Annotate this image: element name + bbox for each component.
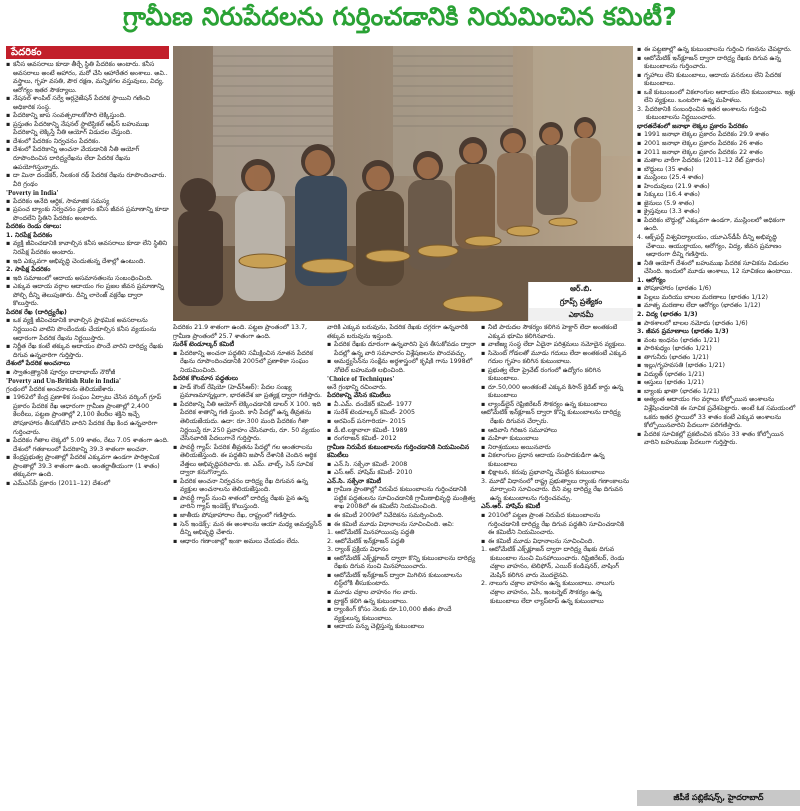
- poverty-line-heading: పేదరిక రేఖ (దారిద్ర్యరేఖ): [6, 308, 67, 316]
- list-item: ▪ రంగరాజన్ కమిటీ- 2012: [327, 435, 477, 444]
- list-item: ▪ వికలాంగుల ప్రధాన ఆదాయ సంపాదకుడిగా ఉన్న కుటుంబాలు: [481, 452, 631, 469]
- hashim-heading: ఎస్.ఆర్. హాషిమ్ కమిటీ: [481, 503, 541, 511]
- list-item: ▪ నీటి పారుదల సౌకర్యం కలిగిన హెక్టార్ లేదా అంతకంటే ఎక్కువ భూమి కలిగినవారు.: [481, 324, 631, 341]
- people-eating-photo-icon: [173, 46, 633, 321]
- text-line: అనే గ్రంథాన్ని రచించారు.: [327, 383, 387, 391]
- living-standards-heading: 3. జీవన ప్రమాణాలు (భారతం 1/3): [637, 328, 729, 336]
- intro-text: పేదరికం 21.9 శాతంగా ఉంది. పట్టణ ప్రాంతంలో 13.7, గ్రామీణ ప్రాంతంలో 25.7 శాతంగా ఉంది.: [173, 324, 308, 340]
- list-item: ▪ ఆటోమేటిక్ ఇన్‌క్లూజన్ ద్వారా దారిద్ర్య రేఖకు దిగువ ఉన్న కుటుంబాలను గుర్తించారు.: [637, 55, 797, 72]
- list-item: ▪ ఎన్.సి. సక్సేనా కమిటీ- 2008: [327, 461, 477, 470]
- book-title: 'Poverty in India': [6, 189, 59, 198]
- list-item: ▪ పాఠశాలలో బాలల నమోదు (భారతం 1/6): [637, 320, 797, 329]
- list-item: ▪ కనీస అవసరాలు కూడా తీర్చే స్థితి పేదరికం అంటారు. కనీస అవసరాలు అంటే ఆహారం, మరో చేసి ఆహారేతర అంశాలు. అవి.. వస్త్రాలు, గృహ వసతి, పౌర రక్షణ, మన్నికగల వస్తువులు, విద్య, ఆరోగ్యం ఇతర సౌకర్యాలు.: [6, 61, 169, 95]
- census-estimates-heading: భారతదేశంలో జనాభా లెక్కల ప్రకారం పేదరికం: [637, 122, 748, 130]
- list-item: ▪ సిమెంట్ గోడలతో మూడు గదులు లేదా అంతకంటే ఎక్కువ గదుల గృహం కలిగిన కుటుంబాలు.: [481, 350, 631, 367]
- list-item: ▪ పేదరిక అంచనా నిర్వచనం దారిద్ర్య రేఖ దిగువన ఉన్న వ్యక్తుల అంచనాలను తెలియజేస్తుంది.: [173, 478, 323, 495]
- list-item: ▪ ఆటోమేటిక్ ఎక్స్‌క్లూజన్ ద్వారా కొన్ని కుటుంబాలను దారిద్ర్య రేఖకు దిగువ నుంచి మినహాయించారు.: [327, 555, 477, 572]
- list-item: ▪ కేంద్రప్రభుత్వ ప్రాంతాల్లో పేదరిక ఎక్కువగా ఉండగా పారిశ్రామిక ప్రాంతాల్లో 39.3 శాతంగా ఉంది. అంతర్జాతీయంగా (1 శాతం) తక్కువగా ఉంది.: [6, 454, 169, 480]
- saxena-heading: ఎన్.సి. సక్సేనా కమిటీ: [327, 477, 382, 485]
- list-item: ▪ పోషకాహారం (భారతం 1/6): [637, 285, 797, 294]
- list-item: ▪ ఆస్తులు (భారతం 1/21): [637, 379, 797, 388]
- list-item: ▪ ముస్లింలు (25.4 శాతం): [637, 174, 797, 183]
- caption-group: గ్రూప్స్‌ ప్రత్యేకం: [559, 297, 603, 306]
- list-item: 2. ఆటోమేటిక్ ఇన్‌క్లూజన్ పద్ధతి: [327, 537, 405, 545]
- list-item: ▪ అమర్త్యసేన్‌ను సంక్షేమ అర్థశాస్త్రంలో కృషికి గాను 1998లో నోబెల్ బహుమతి లభించింది.: [327, 358, 477, 375]
- list-item: ▪ ర్యాంకింగ్ కోసం నెలకు రూ.10,000 జీతం పొందే వ్యక్తులున్న కుటుంబాలు.: [327, 606, 477, 623]
- book-title-2: 'Poverty and Un-British Rule in India': [6, 377, 121, 386]
- list-item: 4. ఆక్స్‌ఫర్డ్ విశ్వవిద్యాలయం, యూఎన్‌డీపీ దీన్ని అభివృద్ధి చేశాయి. ఆయుర్దాయం, ఆరోగ్యం, విద్య, జీవన ప్రమాణం ఆధారంగా దీన్ని గణిస్తారు.: [637, 234, 782, 259]
- photo-caption: [528, 282, 633, 321]
- list-item: ▪ పేదరికాన్ని అంచనా పద్ధతిని సమీక్షించిన నూతన పేదరిక రేఖను రూపొందించడానికి 2005లో ప్రణాళికా సంఘం నియమించింది.: [173, 350, 323, 376]
- rank-process-text: 3. మూడో విధానంలో రాష్ట్ర ప్రభుత్వాలు ర్యాంకు గణాంకాలను మార్చాలని సూచించారు. దీని వల్ల దారిద్ర్య రేఖ దిగువన ఉన్న కుటుంబాలను గుర్తించవచ్చు.: [481, 477, 630, 502]
- list-item: ▪ సెన్ ఇండెక్స్: మన ఈ అంశాలను ఆయా మధ్య అమర్త్యసేన్ దీన్ని అభివృద్ధి చేశారు.: [173, 521, 323, 538]
- list-item: ▪ ప్రస్తుతం పేదరికాన్ని నేషనల్ స్టాటిస్టికల్ ఆఫీస్ బహుముఖ పేదరికాన్ని లెక్కిస్తే నీతి ఆయోగ్ విడుదల చేస్తుంది.: [6, 121, 169, 138]
- list-item: ▪ గృహాలు లేని కుటుంబాలు, ఆదాయ వనరులు లేని పేదరిక కుటుంబాలు.: [637, 72, 797, 89]
- list-item: ▪ ఎక్కువ ఆదాయ వర్గాల ఆదాయం గల ప్రజల జీవన ప్రమాణాన్ని పోల్చి దీన్ని తెలుపుతారు. దీన్ని లారెంజ్ వక్రరేఖ ద్వారా కొలుస్తారు.: [6, 283, 169, 309]
- list-item: ▪ ఎమ్‌ఎస్‌పీ ప్రకారం (2011–12) దేశంలో: [6, 480, 169, 489]
- list-item: ▪ దేశంలో పేదరికాన్ని అంచనా వేయడానికి నీతి ఆయోగ్ రూపొందించిన దారిద్ర్యరేఖను లేదా పేదరిక రేఖను ఉపయోగిస్తున్నారు.: [6, 146, 169, 172]
- list-item: ▪ ఆటోమేటిక్ ఇన్‌క్లూజన్ ద్వారా మిగిలిన కుటుంబాలను లిస్ట్‌లోకి తీసుకుంటారు.: [327, 572, 477, 589]
- list-item: ▪ బౌద్ధులు (35 శాతం): [637, 166, 797, 175]
- list-item: ▪ 2010లో పట్టణ ప్రాంత నిరుపేద కుటుంబాలను గుర్తించడానికి దారిద్ర్య రేఖ దిగువ పద్ధతిని సూచించడానికి ఈ కమిటీని నియమించారు.: [481, 512, 631, 538]
- list-item: ▪ 2001 జనాభా లెక్కల ప్రకారం పేదరికం 26 శాతం: [637, 140, 797, 149]
- list-item: ▪ ల్యాండ్‌లైన్ రెఫ్రిజిరేటర్ సౌకర్యం ఉన్న కుటుంబాలు: [481, 401, 631, 410]
- list-item: ▪ బ్యాంకు ఖాతా (భారతం 1/21): [637, 388, 797, 397]
- list-item: ▪ ఆధారం గణాంకాల్లో ఇంకా అమలు చేయడం లేదు.: [173, 538, 323, 547]
- list-item: ▪ పేదరికం అనేది ఆర్థిక, సామాజిక సమస్య: [6, 198, 169, 207]
- list-item: ▪ ఈ కమిటీ మూడు విధానాలను సూచించింది. అవి:: [327, 521, 477, 530]
- list-item: ▪ అత్యంత ఆదాయం గల వర్గాలు కోల్పోయిన అంశాలను విశ్లేషించడానికి ఈ సూచిక ప్రవేశపెట్టారు. అంటే ఓక సమయంలో ఒకరు ఇతర స్థాయిలో 33 శాతం కంటే ఎక్కువ అంశాలను కోల్పోయినవారిని పేదలుగా పరిగణిస్తారు.: [637, 396, 797, 430]
- list-item: ▪ ఈ కమిటీ మూడు విధానాలను సూచించింది.: [481, 538, 631, 547]
- list-item: ▪ అరవింద్ పనగారియా- 2015: [327, 418, 477, 427]
- type2-heading: 2. సాపేక్ష పేదరికం: [6, 266, 51, 274]
- list-item: ▪ పేదరికం బౌద్ధుల్లో ఎక్కువగా ఉండగా, ముస్లింలలో అధికంగా ఉంది.: [637, 217, 797, 234]
- list-item: ▪ ట్రాక్టర్ కలిగి ఉన్న కుటుంబాలు.: [327, 598, 477, 607]
- list-item: ▪ నేషనల్ శాంపిల్ సర్వే ఆర్గనైజేషన్ పేదరిక స్థాయిని గణించి అధికారిక సంస్థ.: [6, 95, 169, 112]
- list-item: ▪ గ్రామీణ ప్రాంతాల్లో నిరుపేద కుటుంబాలను గుర్తించడానికి పట్టిక పద్ధతులను సూచించడానికి గ్రామీణాభివృద్ధి మంత్రిత్వ శాఖ 2008లో ఈ కమిటీని నియమించింది.: [327, 486, 477, 512]
- caption-section: ఎకానమీ: [529, 308, 633, 321]
- list-item: ▪ ప్రపంచ బ్యాంకు నిర్వచనం ప్రకారం కనీస జీవన ప్రమాణాన్ని కూడా పొందలేని స్థితిని పేదరికం అంటారు.: [6, 206, 169, 223]
- text-line: గ్రంథంలో పేదరిక అంచనాలను తెలియజేశారు.: [6, 385, 116, 393]
- list-item: ▪ పిల్లలు మరియు బాలల మరణాలు (భారతం 1/12): [637, 294, 797, 303]
- list-item: ▪ క్రైస్తవులు (3.3 శాతం): [637, 208, 797, 217]
- india-estimates-heading: దేశంలో పేదరిక అంచనాలు: [6, 360, 71, 368]
- list-item: ▪ వంట ఇంధనం (భారతం 1/21): [637, 337, 797, 346]
- caption-author: ఆర్‌.బి.: [570, 284, 592, 293]
- list-item: ▪ స్వాతంత్ర్యానికి పూర్వం దాదాభాయ్ నౌరోజీ: [6, 369, 169, 378]
- type1-heading: 1. నిరపేక్ష పేదరికం: [6, 231, 53, 239]
- column-2: [173, 324, 323, 808]
- news-photo: [173, 46, 633, 321]
- list-item: ▪ మాతృ మరణాల లేదా ఆరోగ్యం (భారతం 1/12): [637, 302, 797, 311]
- list-item: ▪ ఎస్.ఆర్. హాషిమ్ కమిటీ- 2010: [327, 469, 477, 478]
- methods-heading: పేదరిక కొలమాన పద్ధతులు: [173, 375, 238, 383]
- list-item: ▪ హిందువులు (21.9 శాతం): [637, 183, 797, 192]
- list-item: ▪ ఈ కమిటీ 2009లో నివేదికను సమర్పించింది.: [327, 512, 477, 521]
- list-item: 1. ఆటోమేటిక్ ఎక్స్‌క్లూజన్ ద్వారా దారిద్ర్య రేఖకు దిగువ కుటుంబాల నుంచి మినహాయించారు. రిఫ్రిజిరేటర్, రెండు చక్రాల వాహనం, టెలిఫోన్, ఎయిర్ కండిషనర్, వాషింగ్ మెషిన్ కలిగిన వారు మొదలైనవి.: [481, 546, 625, 579]
- list-item: 3. పేదరికానికి సంబంధించిన ఇతర అంశాలను గుర్తించి కుటుంబాలను నిర్ణయించారు.: [637, 105, 767, 122]
- list-item: ▪ దా మినా దండేకర్, నీలకంఠ రథ్ పేదరిక రేఖను రూపొందించారు. వీరి గ్రంథం: [6, 172, 169, 189]
- list-item: ▪ పేదరిక సూచికల్లో ప్రకటించిన కనీసం 33 శాతం కోల్పోయిన వారిని బహుముఖ పేదలుగా గుర్తిస్తారు.: [637, 431, 797, 448]
- list-item: ▪ పారిశుధ్యం (భారతం 1/21): [637, 345, 797, 354]
- list-item: ▪ డీ.టి.లక్డావాలా కమిటీ- 1989: [327, 427, 477, 436]
- list-item: 3. ర్యాంక్ ప్రక్రియ విధానం: [327, 546, 389, 554]
- list-item: ▪ ఇది ఎక్కువగా అభివృద్ధి చెందుతున్న దేశాల్లో ఉంటుంది.: [6, 258, 169, 267]
- tendulkar-heading: సురేశ్ టెండూల్కర్ కమిటీ: [173, 341, 235, 349]
- list-item: ▪ ఇల్లు/గృహవసతి (భారతం 1/21): [637, 362, 797, 371]
- list-item: ▪ జాతీయ పోషకాహారాల రేఖ, రాష్ట్రంలో గణిస్తారు.: [173, 512, 323, 521]
- list-item: ▪ నిరాశ్రయులు అయినవారు: [481, 444, 631, 453]
- list-item: ▪ వీ.ఎమ్. దండేకర్ కమిటీ- 1977: [327, 401, 477, 410]
- types-heading: పేదరికం రెండు రకాలు:: [6, 223, 62, 231]
- education-heading: 2. విద్య (భారతం 1/3): [637, 310, 698, 318]
- column-3: [327, 324, 477, 808]
- column-1: [6, 46, 169, 808]
- list-item: ▪ పేదరికాన్ని నీతి ఆయోగ్ లెక్కించడానికి డాలర్ X 100. ఇది పేదరిక శాతాన్ని గణి స్తుంది. కానీ పేదల్లో ఉన్న తీవ్రతను తెలియజేయదు. ఉదా: రూ.300 మంది పేదరికం గీతా నిర్ణయిస్తే రూ.250 ప్రవాహం చేసినవారు, రూ. 50 వ్యయం చేసినవారికి పేదలుగానే గుర్తిస్తారు.: [173, 401, 323, 444]
- list-item: ▪ ఇది సమాజంలో ఆదాయ అసమానతలను సంబంధించింది.: [6, 275, 169, 284]
- list-item: ▪ పావర్టీ గ్యాప్ నుంచి శాతంలో దారిద్ర్య రేఖకు పైన ఉన్న వారిని గ్యాప్ ఇండెక్స్ కొలుస్తుంది.: [173, 495, 323, 512]
- list-item: ▪ 1962లో కేంద్ర ప్రణాళిక సంఘం ఏర్పాటు చేసిన వర్కింగ్ గ్రూప్ ప్రకారం పేదరిక రేఖ ఆధారంగా గ్రామీణ ప్రాంతాల్లో 2,400 కేలరీలు, పట్టణ ప్రాంతాల్లో 2,100 కేలరీల శక్తిని ఇచ్చే పోషకాహారం తీసుకోలేని వారిని పేదరిక రేఖ కింద ఉన్నవారిగా గుర్తించారు.: [6, 394, 169, 437]
- list-item: ▪ ప్రభుత్వ లేదా ప్రైవేట్ రంగంలో ఉద్యోగం కలిగిన కుటుంబాలు.: [481, 367, 631, 384]
- rural-committees-heading: గ్రామీణ నిరుపేద కుటుంబాలను గుర్తించడానికి నియమించిన కమిటీలు: [327, 443, 470, 460]
- list-item: ▪ సురేశ్ టెండూల్కర్ కమిటీ- 2005: [327, 409, 477, 418]
- list-item: ▪ జైనులు (5.9 శాతం): [637, 200, 797, 209]
- list-item: ▪ మూడు చక్రాల వాహనం గల వారు.: [327, 589, 477, 598]
- list-item: ▪ ఒక వ్యక్తి జీవించడానికి కావాల్సిన ప్రాథమిక అవసరాలను నిర్ణయించి వాటిని పొందేందుకు చేయాల్సిన కనీస వ్యయంను ఆధారంగా పేదరిక రేఖను నిర్ణయిస్తారు.: [6, 317, 169, 343]
- list-item: ▪ దేశంలో పేదరికం నిర్వచనం పేదరికం.: [6, 138, 169, 147]
- column-5: [637, 46, 797, 788]
- list-item: ▪ పేదరిక రేఖకు దూరంగా ఉన్నవారిని పైన తీసుకోవడం ద్వారా పేదల్లో ఉన్న వారి సమాచారం విశ్లేషణలను పొందవచ్చు.: [327, 341, 477, 358]
- list-item: ▪ సిక్కులు (16.4 శాతం): [637, 191, 797, 200]
- list-item: ▪ పావర్టీ గ్యాప్: పేదరిక తీవ్రతను పేదల్లో గల అంతరాలను తెలియజేస్తుంది. ఈ పద్ధతిని జపాన్ దేశానికి చెందిన ఆర్థిక వేత్తలు అభివృద్ధిపరిచారు. జి. ఎమ్. వాట్స్, సెన్ సూచిక ద్వారా కనుగొన్నారు.: [173, 444, 323, 478]
- list-item: ▪ ఈ పట్టణాల్లో ఉన్న కుటుంబాలను గుర్తించి గణనను చేపట్టారు.: [637, 46, 797, 55]
- list-item: ▪ ఒకే కుటుంబంలో వికలాంగుల ఆదాయం లేని కుటుంబాలు. ఇళ్లు లేని వ్యక్తులు. ఒంటరిగా ఉన్న మహిళలు.: [637, 89, 797, 106]
- list-item: ▪ విద్యుత్ (భారతం 1/21): [637, 371, 797, 380]
- list-item: ▪ నీతి ఆయోగ్ దేశంలో బహుముఖ పేదరిక సూచికను విడుదల చేసింది. ఇందులో మూడు అంశాలు, 12 సూచికలు ఉంటాయి.: [637, 260, 797, 277]
- list-item: ▪ 1991 జనాభా లెక్కల ప్రకారం పేదరికం 29.9 శాతం: [637, 131, 797, 140]
- list-item: ▪ మహిళా కుటుంబాలు: [481, 435, 631, 444]
- list-item: ▪ భిక్షాటన, కరువు ప్రభావాన్ని చేపట్టిన కుటుంబాలు: [481, 469, 631, 478]
- column-4: [481, 324, 631, 808]
- list-item: ▪ హెడ్ కౌంట్ రేషియో (హెచ్‌సీఆర్): పేదల సంఖ్య ప్రమాణమాన్నట్లుగా, భారతదేశ జా ప్రత్యక్ష ద్వారా గణిస్తారు.: [173, 384, 323, 401]
- list-item: ▪ వ్యక్తి జీవించడానికి కావాల్సిన కనీస అవసరాలు కూడా లేని స్థితిని నిరపేక్ష పేదరికం అంటారు.: [6, 240, 169, 257]
- list-item: ▪ వాణిజ్య సంస్థ లేదా ఏదైనా పరిశ్రమలు నమోదైన వ్యక్తులు.: [481, 341, 631, 350]
- publisher-credit: జీపీకే పబ్లికేషన్స్, హైదరాబాద్: [637, 790, 800, 806]
- list-item: ▪ రూ.50,000 అంతకంటే ఎక్కువ కిసాన్ క్రెడిట్ కార్డు ఉన్న కుటుంబాలు: [481, 384, 631, 401]
- list-item: ▪ నిర్ణీత రేఖ కంటే తక్కువ ఆదాయం పొందే వారిని దారిద్ర్య రేఖకు దిగువ ఉన్నవారిగా గుర్తిస్తారు.: [6, 343, 169, 360]
- list-item: 2. నాలుగు చక్రాల వాహనం ఉన్న కుటుంబాలు. నాలుగు చక్రాల వాహనం, ఏసీ, ఇంటర్నెట్ సౌకర్యం ఉన్న కుటుంబాలు లేదా ల్యాప్‌టాప్ ఉన్న కుటుంబాలు: [481, 580, 615, 605]
- list-item: ▪ ఆదివాసి గిరిజన సమూహాలు: [481, 427, 631, 436]
- list-item: ▪ తాగునీరు (భారతం 1/21): [637, 354, 797, 363]
- list-item: ▪ పేదరికాన్ని జాప సంవత్సరాలకోసారి లెక్కిస్తుంది.: [6, 112, 169, 121]
- committees-heading: పేదరికాన్ని వేసిన కమిటీలు: [327, 392, 391, 400]
- health-heading: 1. ఆరోగ్యం: [637, 276, 666, 284]
- headline: గ్రామీణ నిరుపేదలను గుర్తించడానికి నియమించిన కమిటీ?: [122, 2, 678, 31]
- list-item: ▪ 2011 జనాభా లెక్కల ప్రకారం పేదరికం 22 శాతం: [637, 149, 797, 158]
- list-item: 1. ఆటోమేటిక్ మినహాయింపు పద్ధతి: [327, 529, 415, 537]
- section-label-poverty: పేదరికం: [6, 46, 169, 59]
- auto-inclusion-heading: ఆటోమేటిక్ ఇన్‌క్లూజన్ ద్వారా కొన్ని కుటుంబాలను దారిద్ర్య రేఖకు దిగువన చేర్చారు.: [481, 409, 621, 426]
- list-item: ▪ ఆదాయ పన్ను చెల్లిస్తున్న కుటుంబాలు: [327, 623, 477, 632]
- religion-heading: ▪ మతాల వారీగా పేదరికం (2011–12 రేట్ ప్రకారం): [637, 157, 797, 166]
- list-item: ▪ పేదరికం గీతాల లెక్కలో 5.09 శాతం, రేటు 7.05 శాతంగా ఉంది. దేశంలో గతకాలంలో పేదరికాన్ని 39.3 శాతంగా అంచనా.: [6, 437, 169, 454]
- intro-text: వారికి ఎక్కువ బరువును, పేదరిక రేఖకు దగ్గరగా ఉన్నవారికి తక్కువ బరువును ఇస్తుంది.: [327, 324, 469, 340]
- book-title-3: 'Choice of Techniques': [327, 375, 395, 384]
